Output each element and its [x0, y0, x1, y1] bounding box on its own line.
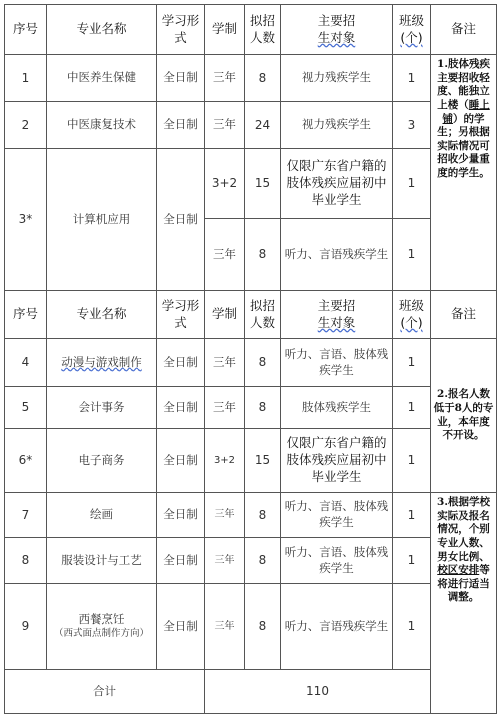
header-seq: 序号 [5, 291, 47, 339]
cell-years: 三年 [205, 584, 245, 670]
remark-note-1: 1.肢体残疾主要招收轻度、能独立上楼（睡上铺）的学生；另根据实际情况可招收少量重度的学生。 [431, 55, 497, 291]
table-row [5, 339, 497, 387]
cell-mode: 全日制 [157, 538, 205, 584]
cell-seq: 1 [5, 55, 47, 102]
header-target: 主要招 生对象 [281, 291, 393, 339]
header-major: 专业名称 [47, 291, 157, 339]
cell-years: 3+2 [205, 429, 245, 493]
cell-planned: 15 [245, 429, 281, 493]
cell-major: 计算机应用 [47, 149, 157, 291]
table-row [5, 387, 497, 429]
header-years: 学制 [205, 291, 245, 339]
cell-target: 仅限广东省户籍的肢体残疾应届初中毕业学生 [281, 429, 393, 493]
table-row [5, 55, 497, 102]
header-planned: 拟招人数 [245, 291, 281, 339]
cell-planned: 8 [245, 219, 281, 291]
cell-major: 电子商务 [47, 429, 157, 493]
header-major: 专业名称 [47, 5, 157, 55]
cell-years: 三年 [205, 538, 245, 584]
admission-table [4, 4, 497, 714]
cell-classes: 1 [393, 339, 431, 387]
header-remark: 备注 [431, 291, 497, 339]
cell-mode: 全日制 [157, 584, 205, 670]
cell-mode: 全日制 [157, 493, 205, 538]
remark-note-3: 3.根据学校实际及报名情况，个别专业人数、男女比例、校区安排等将进行适当调整。 [431, 493, 497, 714]
cell-planned: 15 [245, 149, 281, 219]
cell-major: 中医养生保健 [47, 55, 157, 102]
cell-classes: 1 [393, 493, 431, 538]
cell-planned: 8 [245, 387, 281, 429]
cell-years: 三年 [205, 55, 245, 102]
header-row [5, 5, 497, 55]
header-mode: 学习形式 [157, 5, 205, 55]
cell-planned: 8 [245, 493, 281, 538]
cell-classes: 1 [393, 584, 431, 670]
cell-years: 三年 [205, 387, 245, 429]
cell-mode: 全日制 [157, 339, 205, 387]
cell-target: 仅限广东省户籍的肢体残疾应届初中毕业学生 [281, 149, 393, 219]
cell-target: 听力、言语、肢体残疾学生 [281, 493, 393, 538]
header-years: 学制 [205, 5, 245, 55]
cell-years: 三年 [205, 102, 245, 149]
cell-planned: 8 [245, 55, 281, 102]
cell-target: 视力残疾学生 [281, 55, 393, 102]
cell-target: 听力、言语残疾学生 [281, 584, 393, 670]
cell-major: 西餐烹饪 （西式面点制作方向） [47, 584, 157, 670]
cell-planned: 8 [245, 538, 281, 584]
table-row [5, 538, 497, 584]
cell-major: 动漫与游戏制作 [47, 339, 157, 387]
cell-seq: 6* [5, 429, 47, 493]
cell-major: 服装设计与工艺 [47, 538, 157, 584]
header-seq: 序号 [5, 5, 47, 55]
cell-major: 绘画 [47, 493, 157, 538]
cell-planned: 24 [245, 102, 281, 149]
cell-seq: 7 [5, 493, 47, 538]
cell-major: 会计事务 [47, 387, 157, 429]
cell-classes: 1 [393, 149, 431, 219]
table-row [5, 149, 497, 219]
cell-years: 3+2 [205, 149, 245, 219]
cell-seq: 5 [5, 387, 47, 429]
cell-years: 三年 [205, 219, 245, 291]
cell-classes: 1 [393, 429, 431, 493]
header-mode: 学习形式 [157, 291, 205, 339]
cell-target: 听力、言语、肢体残疾学生 [281, 538, 393, 584]
cell-target: 视力残疾学生 [281, 102, 393, 149]
cell-classes: 1 [393, 387, 431, 429]
cell-seq: 4 [5, 339, 47, 387]
cell-mode: 全日制 [157, 149, 205, 291]
cell-planned: 8 [245, 339, 281, 387]
cell-classes: 1 [393, 219, 431, 291]
cell-seq: 2 [5, 102, 47, 149]
cell-classes: 1 [393, 55, 431, 102]
cell-target: 听力、言语残疾学生 [281, 219, 393, 291]
cell-mode: 全日制 [157, 387, 205, 429]
cell-classes: 3 [393, 102, 431, 149]
cell-target: 肢体残疾学生 [281, 387, 393, 429]
header-classes: 班级 (个) [393, 5, 431, 55]
cell-mode: 全日制 [157, 429, 205, 493]
cell-seq: 9 [5, 584, 47, 670]
header-target: 主要招 生对象 [281, 5, 393, 55]
remark-note-2: 2.报名人数低于8人的专业，本年度不开设。 [431, 339, 497, 493]
table-row [5, 429, 497, 493]
header-planned: 拟招人数 [245, 5, 281, 55]
cell-planned: 8 [245, 584, 281, 670]
header-row-repeat [5, 291, 497, 339]
cell-seq: 8 [5, 538, 47, 584]
cell-years: 三年 [205, 493, 245, 538]
cell-seq: 3* [5, 149, 47, 291]
total-label: 合计 [5, 670, 205, 714]
cell-major: 中医康复技术 [47, 102, 157, 149]
cell-mode: 全日制 [157, 55, 205, 102]
total-row [5, 670, 497, 714]
cell-years: 三年 [205, 339, 245, 387]
cell-classes: 1 [393, 538, 431, 584]
table-row [5, 584, 497, 670]
header-remark: 备注 [431, 5, 497, 55]
table-row [5, 493, 497, 538]
table-row [5, 102, 497, 149]
cell-target: 听力、言语、肢体残疾学生 [281, 339, 393, 387]
header-classes: 班级 (个) [393, 291, 431, 339]
total-value: 110 [205, 670, 431, 714]
cell-mode: 全日制 [157, 102, 205, 149]
